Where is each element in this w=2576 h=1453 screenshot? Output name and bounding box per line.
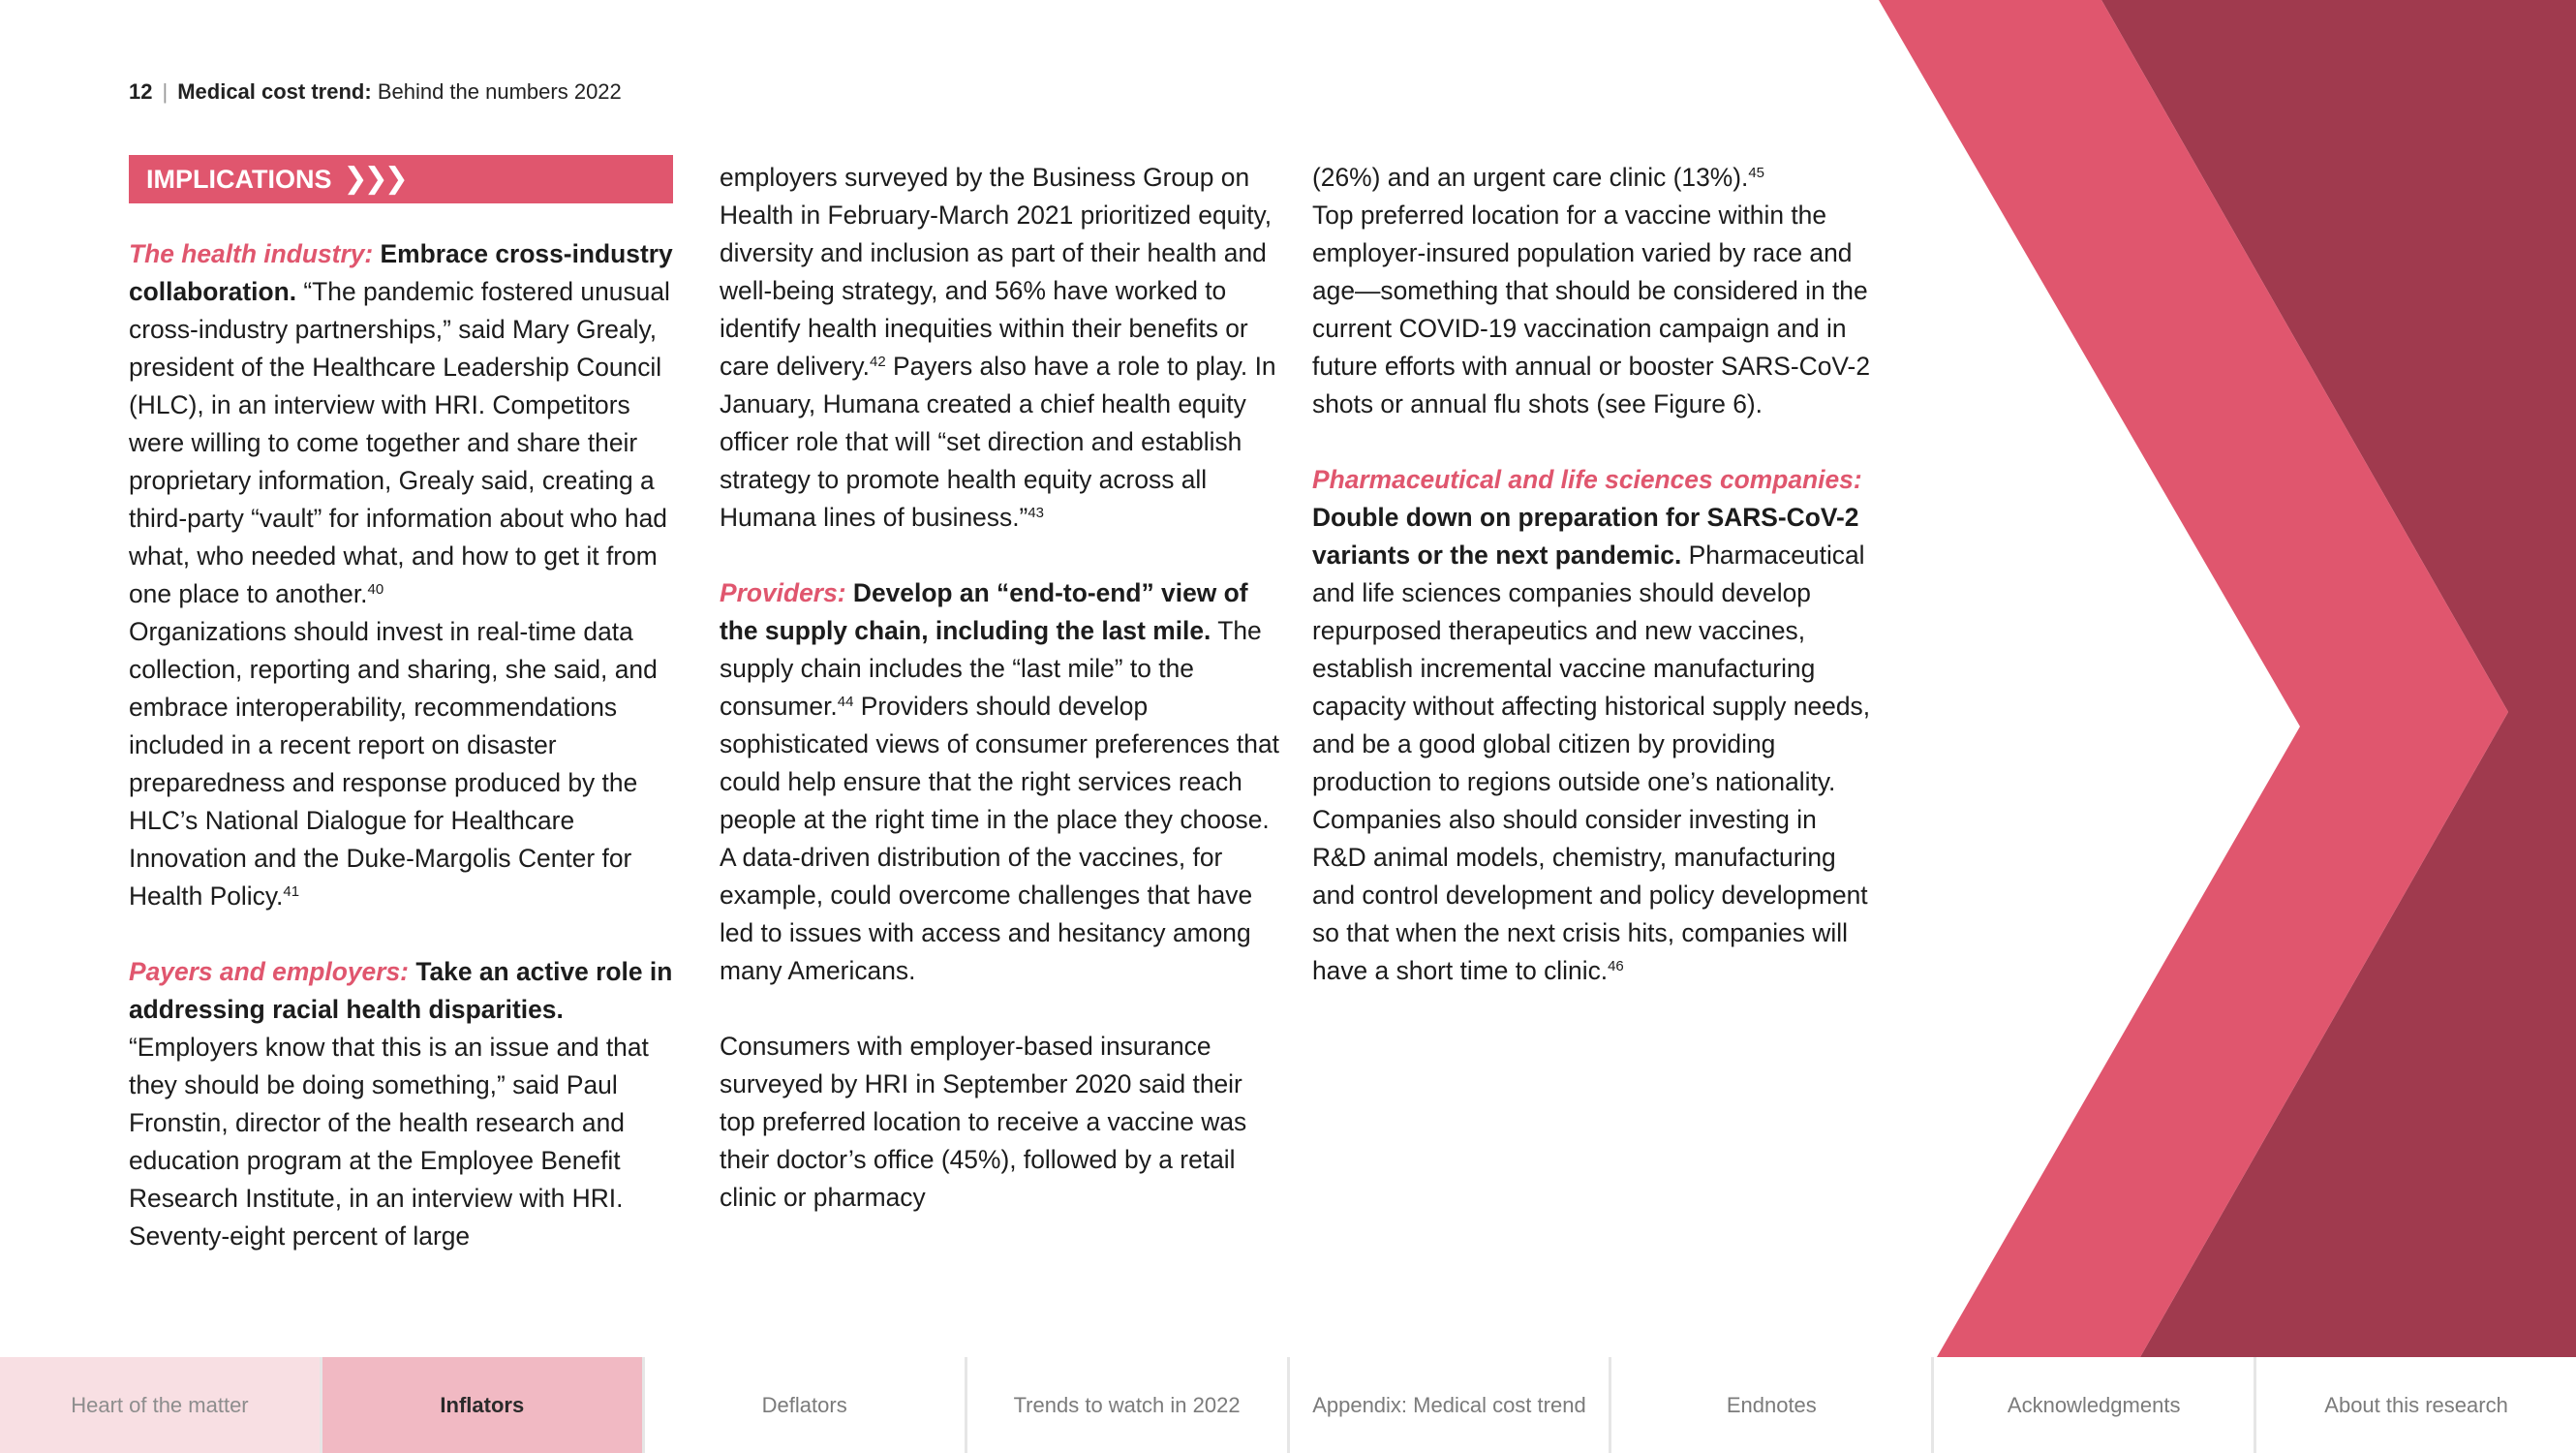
providers-text-a: The supply chain includes the “last mile” to the consumer. bbox=[720, 616, 1262, 721]
header-title-rest: Behind the numbers 2022 bbox=[377, 79, 622, 104]
endnote-43[interactable]: 43 bbox=[1027, 505, 1044, 521]
consumers-paragraph bbox=[720, 1028, 1281, 1217]
pharma-lead: Pharmaceutical and life sciences companies: bbox=[1312, 465, 1862, 494]
header-separator: | bbox=[162, 79, 169, 104]
providers-lead: Providers: bbox=[720, 578, 846, 607]
health-industry-text-b: Organizations should invest in real-time data collection, reporting and sharing, she said, and embrace interoperability, recommendations included in a recent report on disaster preparedness and response produced by the HLC’s National Dialogue for Healthcare Innovation and the Duke-Margolis Center for Health Policy. bbox=[129, 617, 658, 911]
column-1 bbox=[129, 235, 686, 1255]
payers-text: “Employers know that this is an issue and that they should be doing something,” said Paul Fronstin, director of the health research and education program at the Employee Benefit Research Institute, in an interview with HRI. Seventy-eight percent of large bbox=[129, 1033, 649, 1251]
health-industry-bold: Embrace cross-industry collaboration. bbox=[129, 239, 673, 306]
nav-trends-to-watch[interactable]: Trends to watch in 2022 bbox=[965, 1357, 1287, 1453]
payers-paragraph bbox=[129, 953, 686, 1255]
pharma-bold: Double down on preparation for SARS-CoV-2 variants or the next pandemic. bbox=[1312, 503, 1859, 570]
implications-label: IMPLICATIONS bbox=[146, 165, 332, 194]
implications-banner bbox=[129, 155, 673, 203]
employers-text-b: Payers also have a role to play. In January, Humana created a chief health equity officer role that will “set direction and establish strategy to promote health equity across all Humana lines of business.” bbox=[720, 352, 1276, 532]
vaccine-location-text-b: Top preferred location for a vaccine within the employer-insured population varied by race and age—something that should be considered in the current COVID-19 vaccination campaign and in future efforts with annual or booster SARS-CoV-2 shots or annual flu shots (see Figure 6). bbox=[1312, 201, 1871, 418]
endnote-46[interactable]: 46 bbox=[1608, 958, 1624, 974]
payers-bold: Take an active role in addressing racial health disparities. bbox=[129, 957, 673, 1024]
header-title-bold: Medical cost trend: bbox=[177, 79, 372, 104]
nav-acknowledgments[interactable]: Acknowledgments bbox=[1931, 1357, 2254, 1453]
nav-about-this-research[interactable]: About this research bbox=[2254, 1357, 2576, 1453]
nav-deflators[interactable]: Deflators bbox=[642, 1357, 965, 1453]
employers-text-a: employers surveyed by the Business Group on Health in February-March 2021 prioritized equity, diversity and inclusion as part of their health and well-being strategy, and 56% have worked to identify health inequities within their benefits or care delivery. bbox=[720, 163, 1273, 381]
column-2 bbox=[720, 159, 1281, 1217]
providers-paragraph bbox=[720, 574, 1281, 990]
pharma-paragraph bbox=[1312, 461, 1874, 990]
nav-heart-of-the-matter[interactable]: Heart of the matter bbox=[0, 1357, 320, 1453]
health-industry-lead: The health industry: bbox=[129, 239, 374, 268]
vaccine-location-paragraph bbox=[1312, 159, 1874, 423]
nav-appendix[interactable]: Appendix: Medical cost trend bbox=[1287, 1357, 1610, 1453]
endnote-40[interactable]: 40 bbox=[367, 581, 384, 598]
nav-inflators[interactable]: Inflators bbox=[320, 1357, 642, 1453]
triple-chevron-icon: ❯❯❯ bbox=[343, 163, 405, 195]
providers-text-b: Providers should develop sophisticated views of consumer preferences that could help ensure that the right services reach people at the right time in the place they choose. A data-driven distribution of the vaccines, for example, could overcome challenges that have led to issues with access and hesitancy among many Americans. bbox=[720, 692, 1279, 985]
page-number: 12 bbox=[129, 79, 153, 104]
endnote-41[interactable]: 41 bbox=[283, 883, 300, 900]
endnote-44[interactable]: 44 bbox=[837, 694, 854, 710]
pharma-text: Pharmaceutical and life sciences companies should develop repurposed therapeutics and new vaccines, establish incremental vaccine manufacturing capacity without affecting historical supply needs, and be a good global citizen by providing production to regions outside one’s nationality. Companies also should consider investing in R&D animal models, chemistry, manufacturing and control development and policy development so that when the next crisis hits, companies will have a short time to clinic. bbox=[1312, 541, 1871, 985]
endnote-45[interactable]: 45 bbox=[1748, 165, 1765, 181]
health-industry-text-a: “The pandemic fostered unusual cross-industry partnerships,” said Mary Grealy, president of the Healthcare Leadership Council (HLC), in an interview with HRI. Competitors were willing to come together and share their proprietary information, Grealy said, creating a third-party “vault” for information about who had what, who needed what, and how to get it from one place to another. bbox=[129, 277, 670, 608]
employers-continued-paragraph bbox=[720, 159, 1281, 537]
vaccine-location-text-a: (26%) and an urgent care clinic (13%). bbox=[1312, 163, 1749, 192]
health-industry-paragraph bbox=[129, 235, 686, 915]
providers-bold: Develop an “end-to-end” view of the supply chain, including the last mile. bbox=[720, 578, 1248, 645]
section-navigation bbox=[0, 1357, 2576, 1453]
payers-lead: Payers and employers: bbox=[129, 957, 409, 986]
page-header bbox=[129, 79, 622, 105]
nav-endnotes[interactable]: Endnotes bbox=[1609, 1357, 1931, 1453]
consumers-text: Consumers with employer-based insurance surveyed by HRI in September 2020 said their top preferred location to receive a vaccine was their doctor’s office (45%), followed by a retail clinic or pharmacy bbox=[720, 1032, 1247, 1212]
endnote-42[interactable]: 42 bbox=[869, 354, 886, 370]
column-3 bbox=[1312, 159, 1874, 990]
